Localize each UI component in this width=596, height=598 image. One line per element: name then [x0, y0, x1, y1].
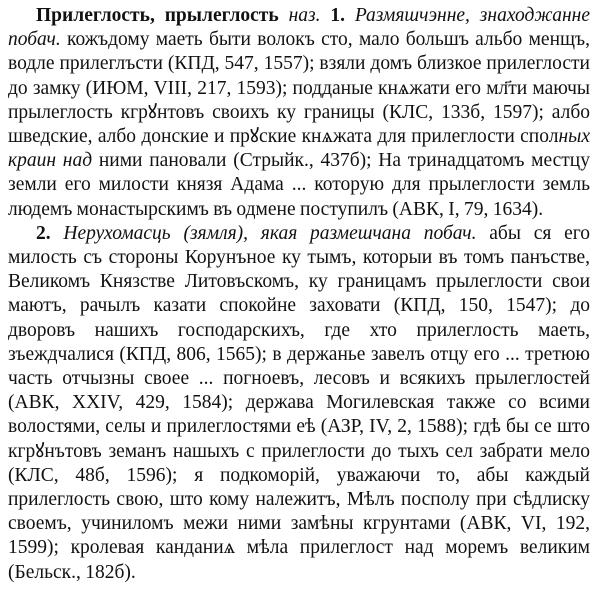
sense-2 [8, 222, 590, 585]
sense-1-gloss: Размяшчэнне, знаходжанне побач. [8, 5, 590, 51]
part-of-speech: наз. [288, 5, 321, 26]
sense-2-gloss: Нерухомасць (зямля), якая размешчана побач. [63, 222, 477, 244]
sense-1 [8, 4, 590, 222]
sense-1-citations: кожъдому маеть быти волокъ сто, мало большъ альбо менщъ, водле прилеглъсти (КПД, 547, 1557); взяли домъ близкое прилеглости до замку (ИЮМ, VIII, 217, 1593); подданые кнѧжати его мл҃ти маючы прылеглость кгрꙋнтовъ своихъ ку границы (КЛС, 133б, 1597); албо шведские, албо донские и прꙋские кнѧжата для прилеглости спол [8, 29, 590, 148]
sense-2-number: 2. [36, 222, 51, 244]
sense-2-citations: абы ся его милость съ стороны Корунъное ку тымъ, которыи въ томъ панъстве, Великомъ Князстве Литовъскомъ, ку границамъ прылеглости свои маютъ, рачылъ казати спокойне заховати (КПД, 150, 1547); до дворовъ нашихъ господарскихъ, где хто прилеглость маеть, зъеждчалися (КПД, 806, 1565); в держанье завелъ отцу его ... третюю часть отчызны своее ... погноевъ, лесовъ и всякихъ прылеглостей (АВК, XXIV, 429, 1584); держава Могилевская также со всими волостями, селы и прилеглостями еѣ (АЗР, IV, 2, 1588); гдѣ бы се што кгрꙋнътовъ земанъ нашыхъ с прилеглости до тыхъ сел забрати мело (КЛС, 48б, 1596); я подкоморій, уважаючи то, абы каждый прилеглость свою, што кому належитъ, Мѣлъ посполу при сѣдлиску своемъ, учиниломъ межи ними замѣны кгрунтами (АВК, VI, 192, 1599); кролевая канданиѧ мѣла прилеглост над моремъ великим (Бельск., 182б). [8, 222, 591, 583]
sense-1-number: 1. [330, 5, 345, 26]
sense-1-italic-segment: ных краин над [8, 126, 590, 172]
headword: Прилеглость, прылеглость [36, 5, 279, 26]
sense-1-citations-tail: ними пановали (Стрыйк., 437б); На тринадцатомъ местцу земли его милости князя Адама ... которую для прылеглости земль людемъ монастырскимъ въ одмене поступилъ (АВК, I, 79, 1634). [8, 150, 590, 220]
